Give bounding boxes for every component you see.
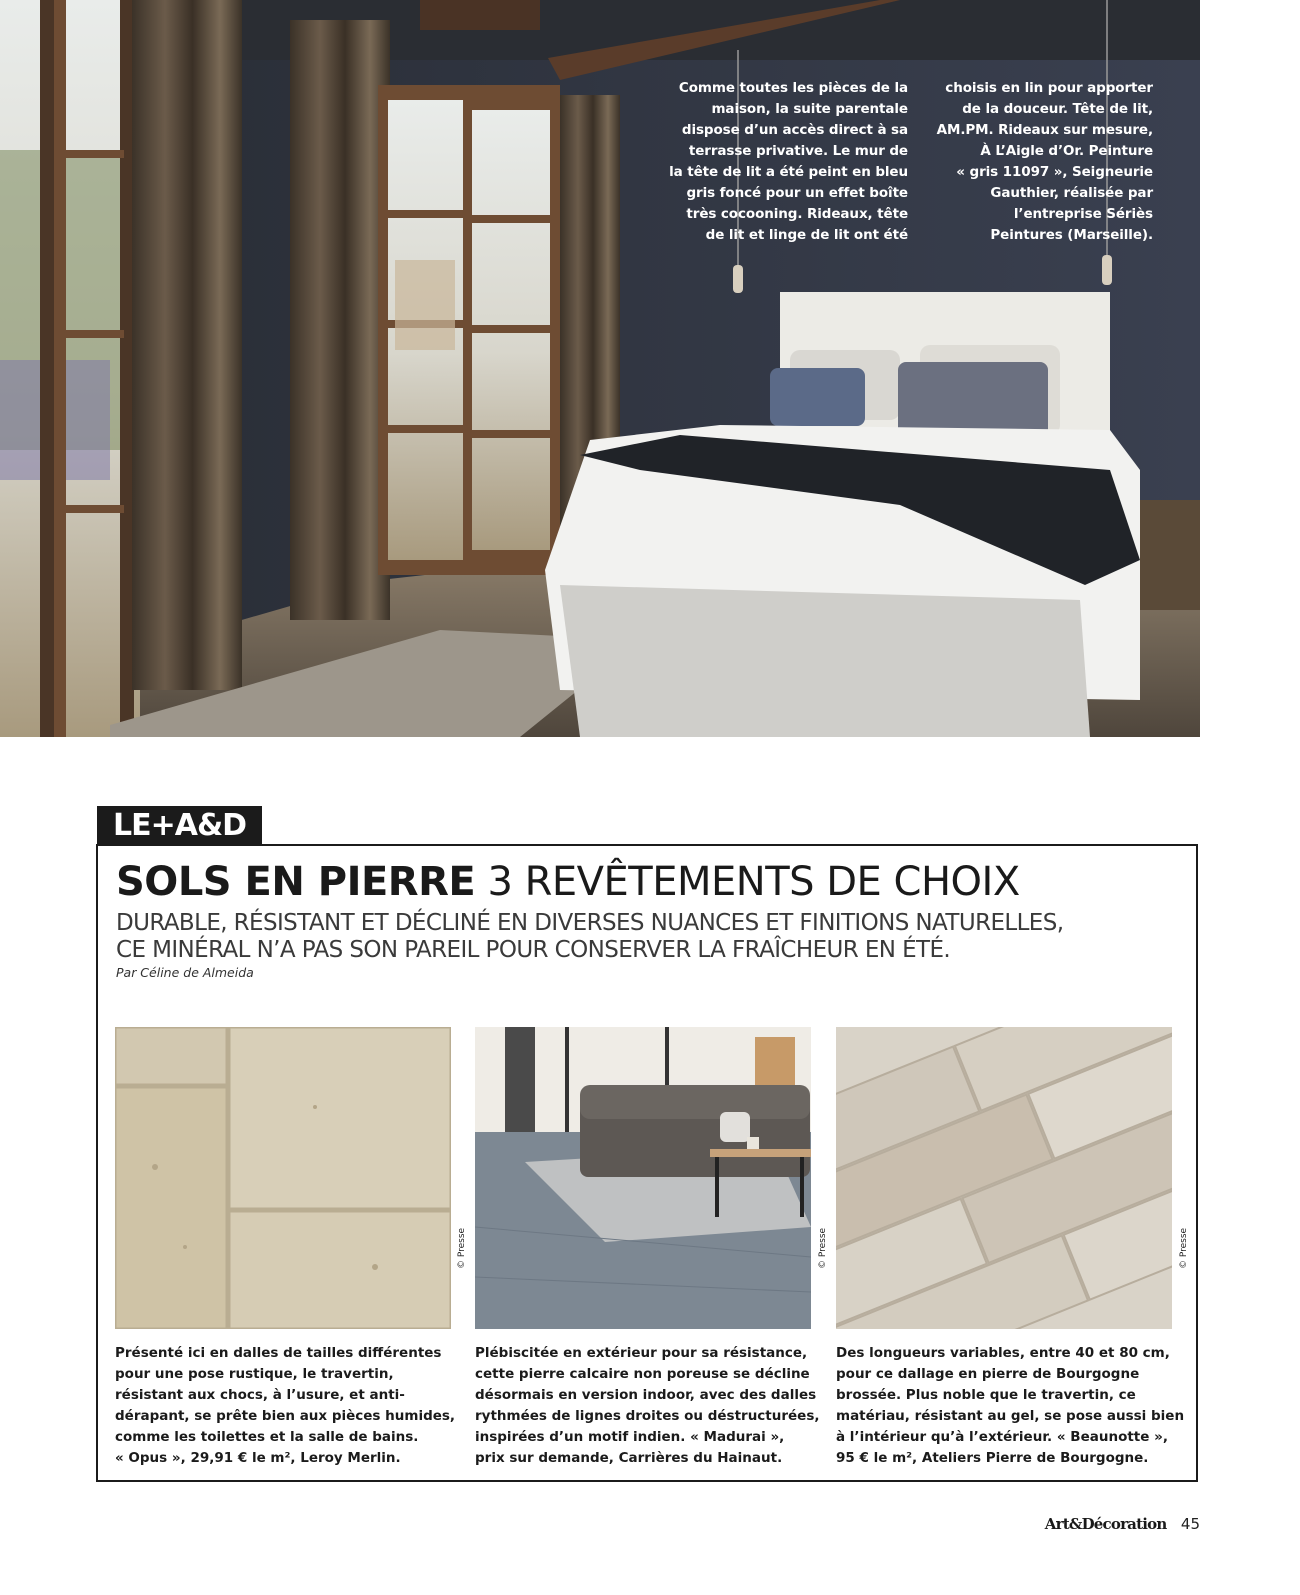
description-line: dérapant, se prête bien aux pièces humides, (115, 1408, 456, 1424)
description-line: 95 € le m², Ateliers Pierre de Bourgogne. (836, 1450, 1149, 1466)
photo-credit: © Presse (1179, 1227, 1189, 1269)
description-line: à l’intérieur qu’à l’extérieur. « Beaunotte », (836, 1429, 1168, 1445)
description-line: pour une pose rustique, le travertin, (115, 1366, 394, 1382)
magazine-logo: Art&Décoration (1044, 1515, 1167, 1533)
photo-caption-left (669, 78, 908, 246)
travertin-tiles-illustration (115, 1027, 451, 1329)
product-description (836, 1343, 1185, 1469)
caption-line: À L’Aigle d’Or. Peinture (980, 143, 1153, 159)
byline: Par Céline de Almeida (116, 965, 254, 980)
feature-subtitle (116, 910, 1063, 964)
caption-line: « gris 11097 », Seigneurie (956, 164, 1153, 180)
caption-line: choisis en lin pour apporter (945, 80, 1153, 96)
caption-line: dispose d’un accès direct à sa (681, 122, 908, 138)
description-line: Plébiscitée en extérieur pour sa résistance, (475, 1345, 808, 1361)
caption-line: très cocooning. Rideaux, tête (686, 206, 908, 222)
description-line: brossée. Plus noble que le travertin, ce (836, 1387, 1136, 1403)
description-line: prix sur demande, Carrières du Hainaut. (475, 1450, 783, 1466)
description-line: comme les toilettes et la salle de bains. (115, 1429, 419, 1445)
caption-line: Peintures (Marseille). (990, 227, 1153, 243)
description-line: matériau, résistant au gel, se pose aussi bien (836, 1408, 1185, 1424)
caption-line: terrasse privative. Le mur de (688, 143, 908, 159)
feature-title-light: 3 REVÊTEMENTS DE CHOIX (487, 859, 1020, 905)
description-line: Présenté ici en dalles de tailles différentes (115, 1345, 442, 1361)
page-footer (1045, 1515, 1200, 1533)
feature-title (116, 858, 1020, 906)
description-line: cette pierre calcaire non poreuse se décline (475, 1366, 810, 1382)
caption-line: maison, la suite parentale (711, 101, 908, 117)
description-line: rythmées de lignes droites ou déstructurées, (475, 1408, 820, 1424)
product-travertin (115, 1027, 456, 1469)
living-room-illustration (475, 1027, 811, 1329)
description-line: désormais en version indoor, avec des dalles (475, 1387, 817, 1403)
description-line: pour ce dallage en pierre de Bourgogne (836, 1366, 1140, 1382)
caption-line: Comme toutes les pièces de la (678, 80, 908, 96)
product-description (115, 1343, 456, 1469)
subtitle-line: CE MINÉRAL N’A PAS SON PAREIL POUR CONSERVER LA FRAÎCHEUR EN ÉTÉ. (116, 937, 951, 963)
description-line: « Opus », 29,91 € le m², Leroy Merlin. (115, 1450, 401, 1466)
page-number: 45 (1180, 1515, 1200, 1533)
product-image-beaunotte (836, 1027, 1172, 1329)
bedroom-photo (0, 0, 1200, 737)
feature-title-bold: SOLS EN PIERRE (116, 859, 476, 905)
photo-credit: © Presse (818, 1227, 828, 1269)
caption-line: la tête de lit a été peint en bleu (669, 164, 908, 180)
subtitle-line: DURABLE, RÉSISTANT ET DÉCLINÉ EN DIVERSES NUANCES ET FINITIONS NATURELLES, (116, 910, 1064, 936)
product-description (475, 1343, 820, 1469)
caption-line: de la douceur. Tête de lit, (962, 101, 1153, 117)
product-madurai (475, 1027, 820, 1469)
caption-line: de lit et linge de lit ont été (705, 227, 908, 243)
description-line: Des longueurs variables, entre 40 et 80 cm, (836, 1345, 1170, 1361)
caption-line: AM.PM. Rideaux sur mesure, (936, 122, 1153, 138)
product-image-travertin (115, 1027, 451, 1329)
description-line: inspirées d’un motif indien. « Madurai », (475, 1429, 785, 1445)
section-tag: LE+A&D (97, 806, 262, 846)
caption-line: Gauthier, réalisée par (990, 185, 1153, 201)
burgundy-stone-illustration (836, 1027, 1172, 1329)
description-line: résistant aux chocs, à l’usure, et anti- (115, 1387, 405, 1403)
photo-caption-right (937, 78, 1153, 246)
photo-credit: © Presse (457, 1227, 467, 1269)
caption-line: gris foncé pour un effet boîte (686, 185, 908, 201)
caption-line: l’entreprise Sériès (1013, 206, 1153, 222)
product-image-madurai (475, 1027, 811, 1329)
feature-box (96, 844, 1198, 1482)
